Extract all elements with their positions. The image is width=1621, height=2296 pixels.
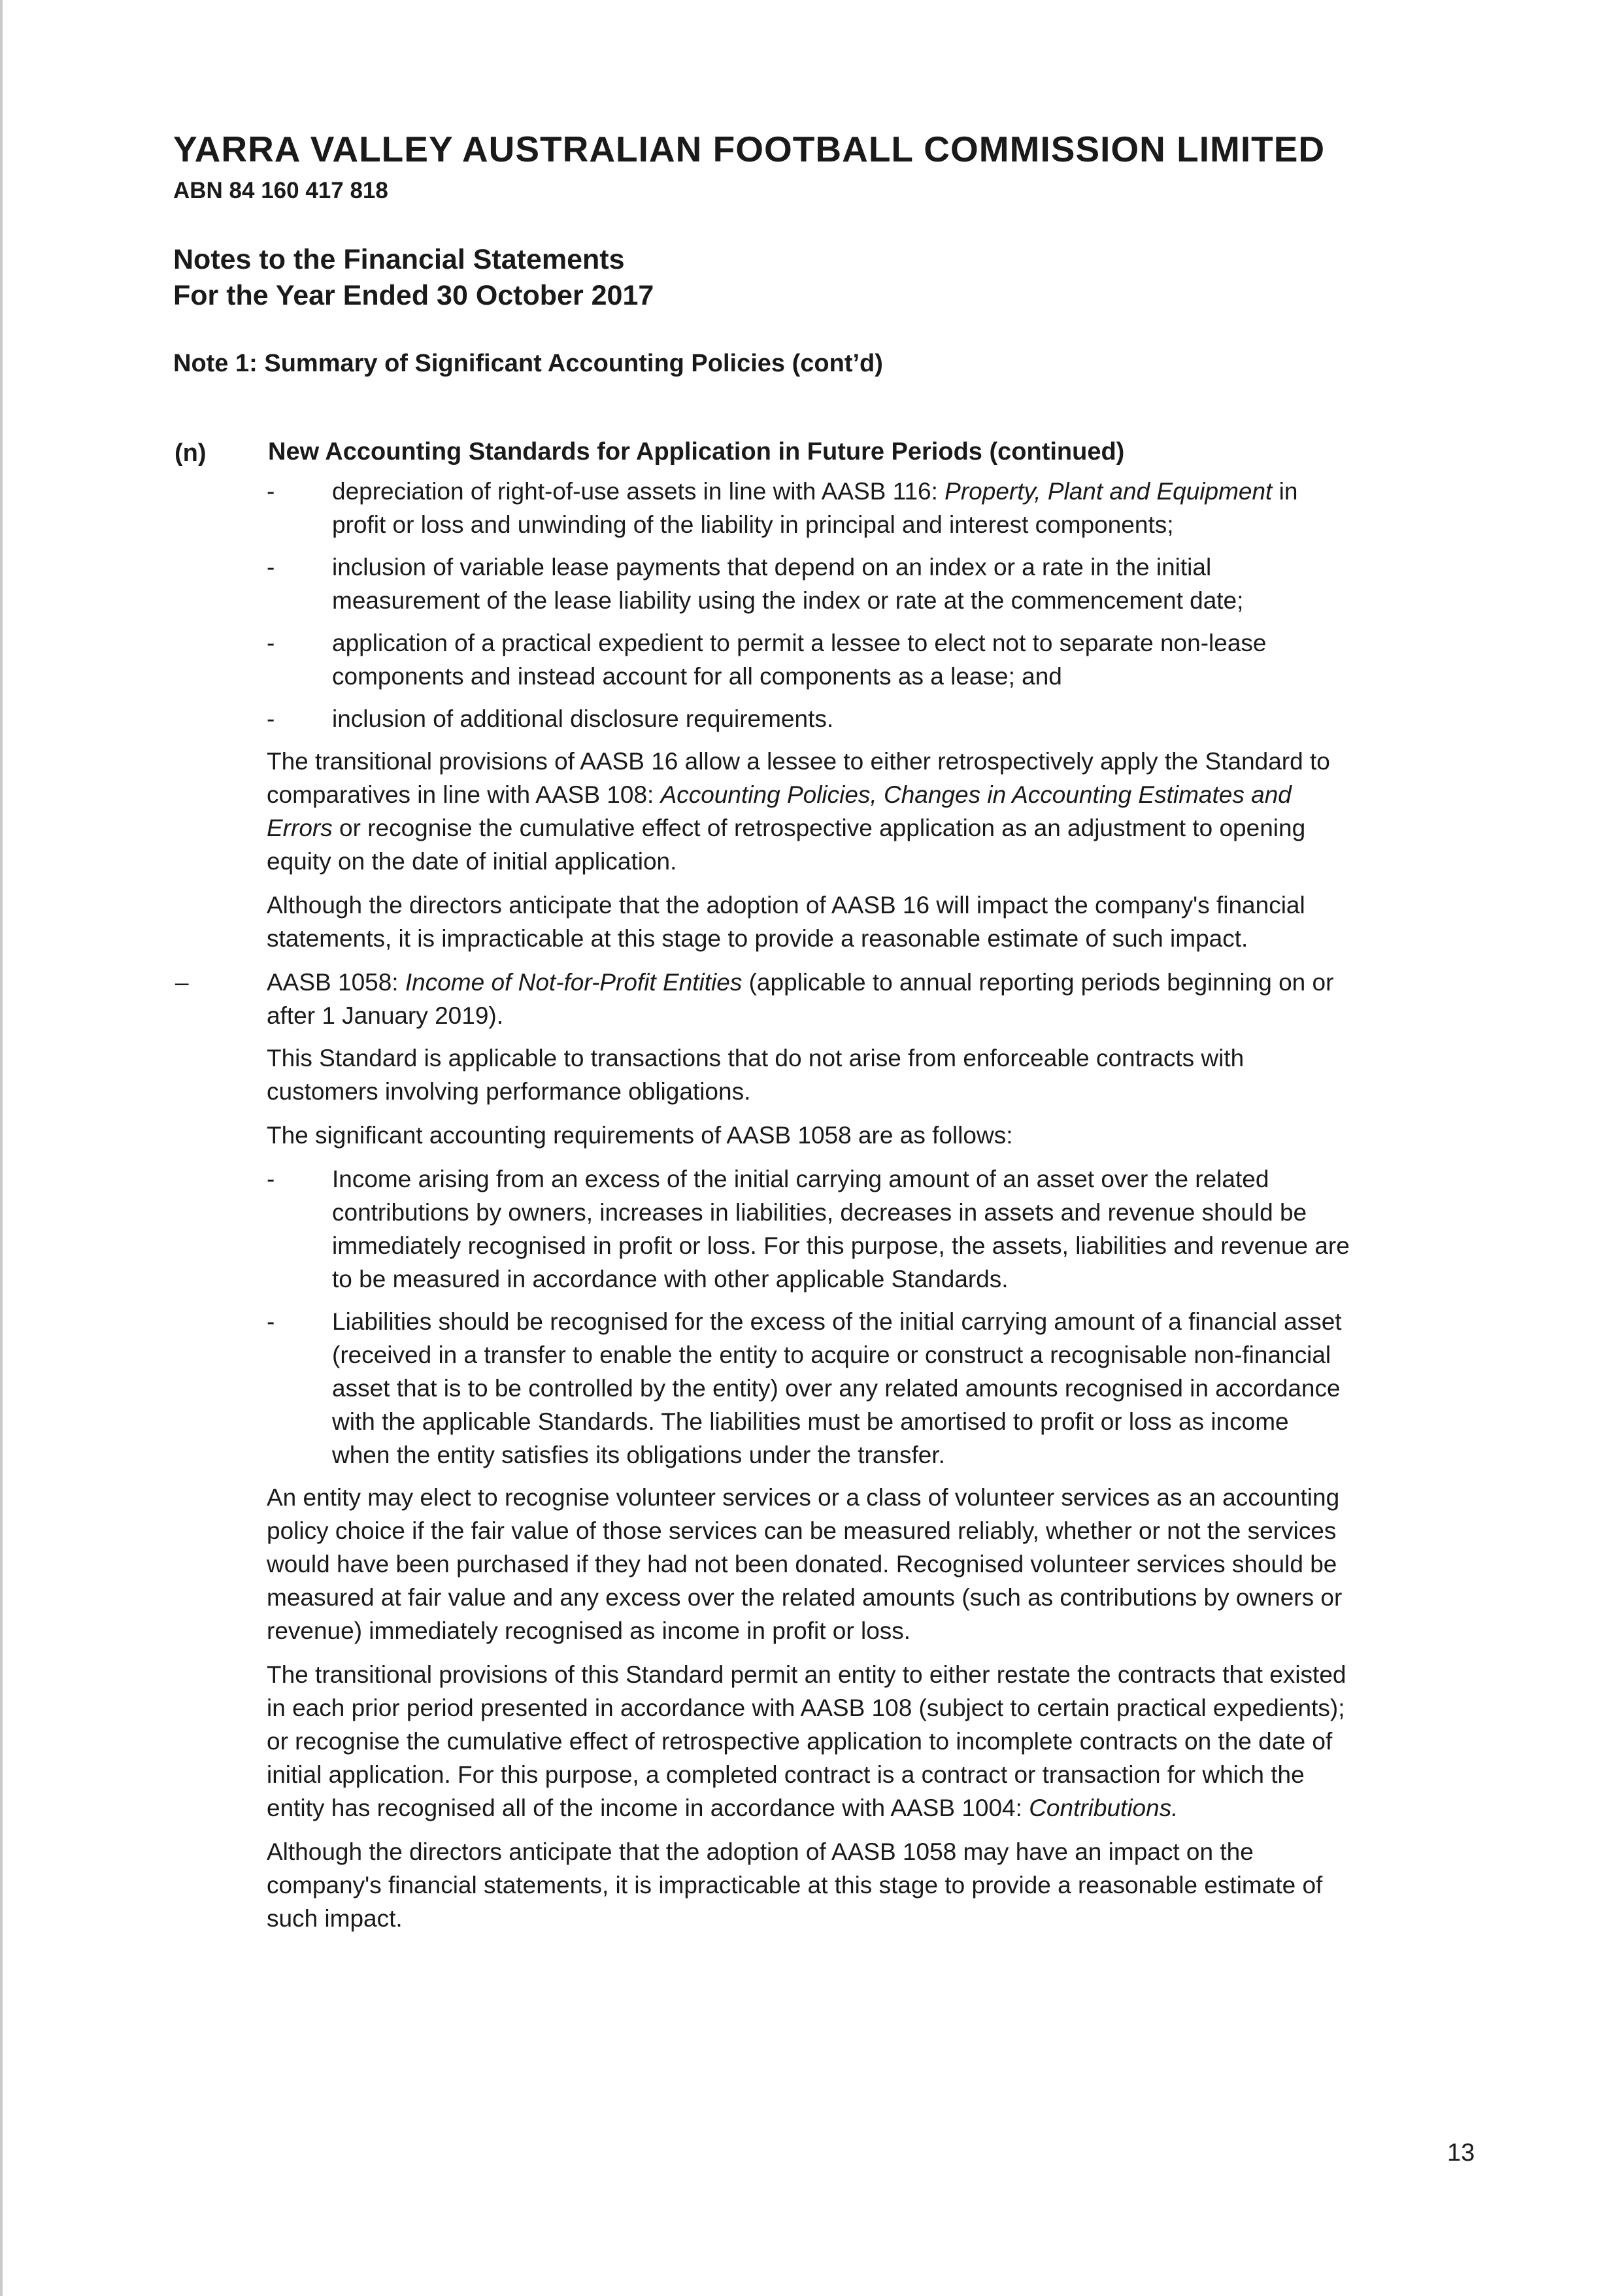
paragraph: The transitional provisions of AASB 16 allow a lessee to either retrospectively apply the Standard to comparatives in line with AASB 108: Accounting Policies, Changes in Accounting Estimates and Errors or recognise the cumulative effect of retrospective application as an adjustment to opening equity on the date of initial application. <box>267 748 1330 875</box>
title-line-2: For the Year Ended 30 October 2017 <box>173 280 654 311</box>
bullet-dash: - <box>267 554 275 581</box>
bullet-dash: - <box>267 630 275 656</box>
bullet-item: - Liabilities should be recognised for the excess of the initial carrying amount of a financial asset (received in a transfer to enable the entity to acquire or construct a recognisable non-financial asset that is to be controlled by the entity) over any related amounts recognised in accordance with the applicable Standards. The liabilities must be amortised to profit or loss as income when the entity satisfies its obligations under the transfer. <box>267 1305 1352 1472</box>
bullet-dash: - <box>267 1166 275 1192</box>
standard-item: – AASB 1058: Income of Not-for-Profit Entities (applicable to annual reporting periods beginning on or after 1 January 2019). <box>267 966 1352 1032</box>
bullet-item: - application of a practical expedient to permit a lessee to elect not to separate non-lease components and instead account for all components as a lease; and <box>267 626 1352 693</box>
bullet-item: - depreciation of right-of-use assets in line with AASB 116: Property, Plant and Equipment in profit or loss and unwinding of the liability in principal and interest components; <box>267 475 1352 541</box>
paragraph: Although the directors anticipate that the adoption of AASB 1058 may have an impact on the company's financial statements, it is impracticable at this stage to provide a reasonable estimate of such impact. <box>267 1838 1323 1932</box>
outer-dash: – <box>175 969 189 996</box>
paragraph: The significant accounting requirements of AASB 1058 are as follows: <box>267 1122 1013 1149</box>
section-label: (n) <box>175 439 207 467</box>
paragraph: The transitional provisions of this Standard permit an entity to either restate the contracts that existed in each prior period presented in accordance with AASB 108 (subject to certain practical expedients); or recognise the cumulative effect of retrospective application to incomplete contracts on the date of initial application. For this purpose, a completed contract is a contract or transaction for which the entity has recognised all of the income in accordance with AASB 1004: Contributions. <box>267 1661 1346 1821</box>
bullet-item: - inclusion of additional disclosure requirements. <box>267 702 1352 735</box>
note-heading: Note 1: Summary of Significant Accounting Policies (cont’d) <box>173 350 883 377</box>
abn-number: ABN 84 160 417 818 <box>173 178 388 203</box>
scan-edge <box>0 0 3 2296</box>
paragraph: This Standard is applicable to transactions that do not arise from enforceable contracts with customers involving performance obligations. <box>267 1045 1245 1105</box>
title-line-1: Notes to the Financial Statements <box>173 244 625 275</box>
paragraph: An entity may elect to recognise volunteer services or a class of volunteer services as an accounting policy choice if the fair value of those services can be measured reliably, whether or not the services would have been purchased if they had not been donated. Recognised volunteer services should be measured at fair value and any excess over the related amounts (such as contributions by owners or revenue) immediately recognised as income in profit or loss. <box>267 1484 1343 1644</box>
page-number: 13 <box>1447 2139 1475 2167</box>
paragraph: Although the directors anticipate that the adoption of AASB 16 will impact the company's financial statements, it is impracticable at this stage to provide a reasonable estimate of such impact. <box>267 892 1305 952</box>
bullet-item: - Income arising from an excess of the initial carrying amount of an asset over the related contributions by owners, increases in liabilities, decreases in assets and revenue should be immediately recognised in profit or loss. For this purpose, the assets, liabilities and revenue are to be measured in accordance with other applicable Standards. <box>267 1162 1352 1296</box>
bullet-dash: - <box>267 478 275 505</box>
bullet-dash: - <box>267 705 275 732</box>
company-name: YARRA VALLEY AUSTRALIAN FOOTBALL COMMISSION LIMITED <box>173 129 1326 169</box>
bullet-dash: - <box>267 1308 275 1335</box>
note-body <box>175 475 1352 1946</box>
section-title: New Accounting Standards for Application in Future Periods (continued) <box>268 438 1125 465</box>
bullet-item: - inclusion of variable lease payments that depend on an index or a rate in the initial measurement of the lease liability using the index or rate at the commencement date; <box>267 550 1352 617</box>
document-title <box>173 242 654 314</box>
